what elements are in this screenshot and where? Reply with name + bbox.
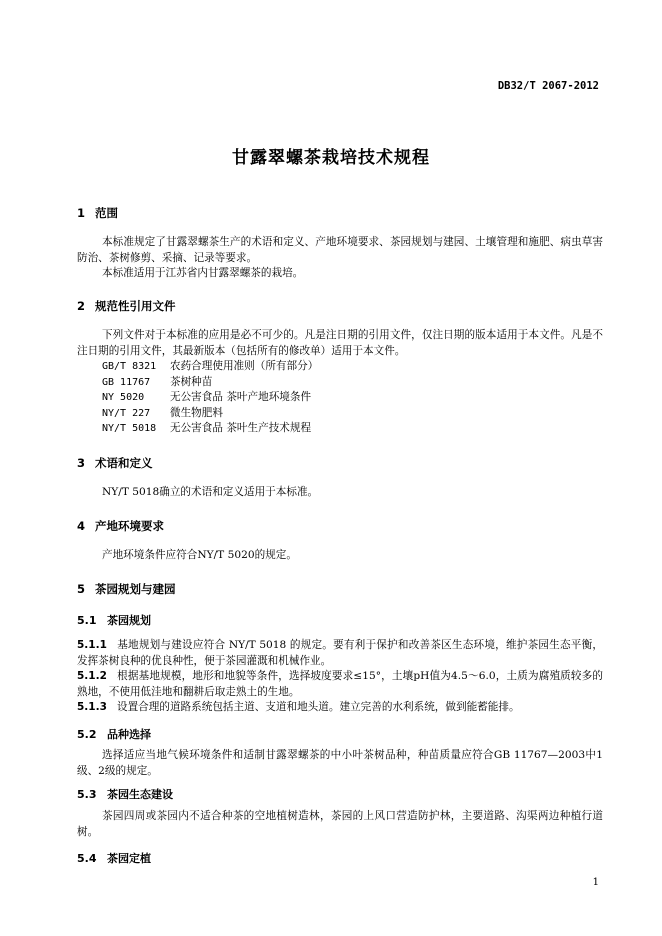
clause-5-1-1 [77,638,603,669]
reference-item [102,359,318,375]
section-title: 术语和定义 [95,456,153,470]
section-title: 茶园定植 [107,852,151,865]
section-number: 4 [77,519,86,533]
section-5-4-heading [77,850,151,866]
section-2-heading [77,298,176,314]
section-number: 5.2 [77,728,97,741]
clause-number: 5.1.2 [77,670,107,682]
section-5-3-heading [77,786,173,802]
section-5-1-heading [77,612,151,628]
reference-item [102,421,311,437]
section-3-heading [77,455,153,471]
section-title: 范围 [95,206,118,220]
standard-number: DB32/T 2067-2012 [497,80,599,92]
section-title: 产地环境要求 [95,519,164,533]
section-number: 5 [77,582,86,596]
reference-title: 农药合理使用准则（所有部分） [170,360,319,372]
section-title: 品种选择 [107,728,151,741]
reference-code: NY/T 227 [102,407,151,419]
section-number: 2 [77,299,86,313]
section-title: 茶园规划与建园 [95,582,176,596]
section-title: 规范性引用文件 [95,299,176,313]
reference-code: NY 5020 [102,392,145,403]
reference-item [102,390,311,406]
section-title: 茶园生态建设 [107,788,173,801]
section-1-paragraph-1: 本标准规定了甘露翠螺茶生产的术语和定义、产地环境要求、茶园规划与建园、土壤管理和施肥、病虫草害防治、茶树修剪、采摘、记录等要求。 [77,236,603,264]
reference-title: 微生物肥料 [170,406,223,419]
section-number: 5.3 [77,788,97,801]
reference-item [102,406,223,422]
section-4-heading [77,518,164,534]
section-title: 茶园规划 [107,614,151,627]
section-number: 5.1 [77,614,97,627]
clause-5-1-3 [77,700,603,716]
section-1-heading [77,205,118,221]
page-number: 1 [592,877,599,888]
section-number: 1 [77,206,86,220]
reference-code: GB 11767 [102,376,151,388]
clause-5-1-2 [77,669,603,700]
reference-code: NY/T 5018 [102,423,157,434]
reference-title: 茶树种苗 [170,375,213,388]
document-title: 甘露翠螺茶栽培技术规程 [232,148,430,168]
clause-text: 基地规划与建设应符合 NY/T 5018 的规定。要有利于保护和改善茶区生态环境，维护茶园生态平衡，发挥茶树良种的优良种性，便于茶园灌溉和机械作业。 [77,639,603,667]
section-5-3-paragraph: 茶园四周或茶园内不适合种茶的空地植树造林，茶园的上风口营造防护林，主要道路、沟渠两边种植行道树。 [77,810,603,838]
section-number: 5.4 [77,852,97,865]
reference-title: 无公害食品 茶叶生产技术规程 [170,422,312,434]
section-3-paragraph-1: NY/T 5018确立的术语和定义适用于本标准。 [102,486,319,498]
section-2-paragraph-1: 下列文件对于本标准的应用是必不可少的。凡是注日期的引用文件，仅注日期的版本适用于本文件。凡是不注日期的引用文件，其最新版本（包括所有的修改单）适用于本文件。 [77,329,603,357]
section-5-heading [77,581,176,597]
clause-number: 5.1.3 [77,701,107,713]
reference-code: GB/T 8321 [102,361,157,372]
section-number: 3 [77,456,86,470]
clause-text: 设置合理的道路系统包括主道、支道和地头道。建立完善的水利系统，做到能蓄能排。 [117,701,520,713]
section-5-2-heading [77,726,151,742]
section-4-paragraph-1: 产地环境条件应符合NY/T 5020的规定。 [102,549,297,561]
clause-number: 5.1.1 [77,639,107,651]
section-1-paragraph-2: 本标准适用于江苏省内甘露翠螺茶的栽培。 [102,267,304,279]
reference-title: 无公害食品 茶叶产地环境条件 [170,391,312,403]
section-5-2-paragraph: 选择适应当地气候环境条件和适制甘露翠螺茶的中小叶茶树品种，种苗质量应符合GB 11767—2003中1级、2级的规定。 [77,749,603,777]
clause-text: 根据基地规模，地形和地貌等条件，选择坡度要求≤15°，土壤pH值为4.5～6.0，土质为腐殖质较多的熟地，不使用低洼地和翻耕后取走熟土的生地。 [77,670,603,698]
reference-item [102,375,212,391]
